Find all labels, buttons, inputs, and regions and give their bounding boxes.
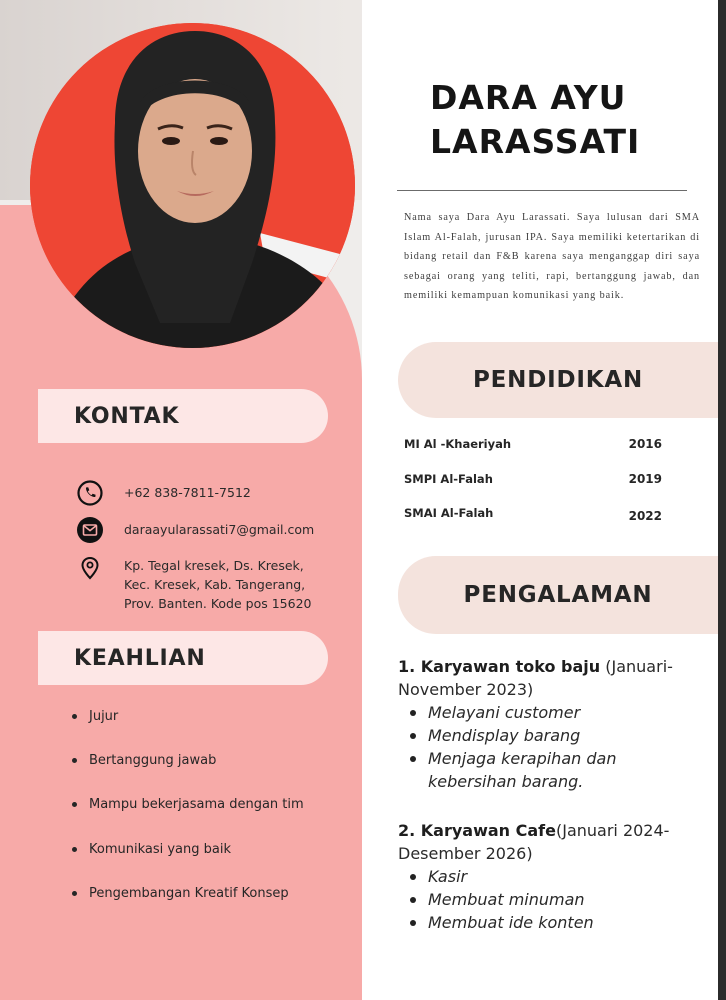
skill-label: Jujur	[89, 709, 119, 724]
skill-item	[72, 886, 289, 901]
page-edge	[718, 0, 726, 1000]
bullet-icon	[410, 756, 416, 762]
full-name	[430, 76, 700, 164]
task-label: Mendisplay barang	[428, 726, 581, 745]
list-item	[410, 770, 710, 793]
skill-label: Komunikasi yang baik	[89, 842, 232, 857]
experience-section-title: PENGALAMAN	[463, 582, 653, 608]
job-heading	[398, 819, 698, 865]
email-icon	[76, 516, 104, 544]
graduation-year: 2016	[628, 437, 662, 451]
task-label: kebersihan barang.	[428, 772, 584, 791]
bullet-icon	[72, 802, 77, 807]
header-divider	[397, 190, 687, 191]
skill-item	[72, 753, 216, 768]
skills-section-header	[38, 631, 328, 685]
list-item	[410, 911, 710, 934]
list-item	[410, 701, 710, 724]
phone-icon	[76, 479, 104, 507]
skills-section-title: KEAHLIAN	[74, 645, 206, 671]
bullet-icon	[410, 710, 416, 716]
phone-number: +62 838-7811-7512	[124, 485, 251, 500]
job-task-list	[410, 865, 710, 934]
address-line-1: Kp. Tegal kresek, Ds. Kresek,	[124, 558, 304, 573]
profile-photo	[30, 23, 355, 348]
task-label: Melayani customer	[428, 703, 581, 722]
bullet-icon	[72, 847, 77, 852]
contact-phone	[76, 479, 251, 507]
email-address: daraayularassati7@gmail.com	[124, 522, 315, 537]
task-label: Kasir	[428, 867, 468, 886]
bullet-icon	[410, 920, 416, 926]
contact-section-header	[38, 389, 328, 443]
bullet-icon	[410, 897, 416, 903]
name-line-1: DARA AYU	[430, 78, 627, 117]
skill-label: Pengembangan Kreatif Konsep	[89, 886, 289, 901]
experience-section-header	[398, 556, 718, 634]
school-name: SMAI Al-Falah	[404, 506, 494, 520]
skill-item	[72, 797, 304, 812]
bullet-icon	[410, 733, 416, 739]
contact-email	[76, 516, 314, 544]
name-line-2: LARASSATI	[430, 122, 641, 161]
task-label: Membuat ide konten	[428, 913, 594, 932]
task-label: Menjaga kerapihan dan	[428, 749, 617, 768]
skill-label: Mampu bekerjasama dengan tim	[89, 797, 304, 812]
person-portrait-illustration	[30, 23, 355, 348]
school-name: SMPI Al-Falah	[404, 472, 493, 486]
bullet-icon	[72, 891, 77, 896]
job-title: 1. Karyawan toko baju	[398, 657, 601, 676]
job-period-end: November 2023)	[398, 680, 534, 699]
job-period-start: (Januari-	[600, 657, 673, 676]
list-item	[410, 747, 710, 770]
education-section-header	[398, 342, 718, 418]
list-item	[410, 888, 710, 911]
location-pin-icon	[76, 554, 104, 582]
task-label: Membuat minuman	[428, 890, 585, 909]
education-section-title: PENDIDIKAN	[473, 367, 643, 393]
skill-item	[72, 842, 231, 857]
address-text	[124, 556, 311, 613]
job-heading	[398, 655, 698, 701]
profile-summary: Nama saya Dara Ayu Larassati. Saya lulusan dari SMA Islam Al-Falah, jurusan IPA. Saya memiliki ketertarikan di bidang retail dan F&B karena saya menganggap diri saya sebagai orang yang teliti, rapi, bertanggung jawab, dan memiliki kemampuan komunikasi yang baik.	[404, 212, 700, 302]
contact-section-title: KONTAK	[74, 403, 180, 429]
bullet-icon	[72, 758, 77, 763]
list-item	[410, 865, 710, 888]
graduation-year: 2022	[628, 509, 662, 523]
contact-address	[76, 556, 311, 613]
job-period-start: (Januari 2024-	[555, 821, 670, 840]
list-item	[410, 724, 710, 747]
job-title: 2. Karyawan Cafe	[398, 821, 556, 840]
skill-label: Bertanggung jawab	[89, 753, 217, 768]
job-period-end: Desember 2026)	[398, 844, 533, 863]
address-line-2: Kec. Kresek, Kab. Tangerang,	[124, 577, 306, 592]
address-line-3: Prov. Banten. Kode pos 15620	[124, 596, 312, 611]
graduation-year: 2019	[628, 472, 662, 486]
school-name: MI Al -Khaeriyah	[404, 437, 512, 451]
job-task-list	[410, 701, 710, 793]
bullet-icon	[410, 874, 416, 880]
bullet-icon	[72, 714, 77, 719]
skill-item	[72, 709, 118, 724]
